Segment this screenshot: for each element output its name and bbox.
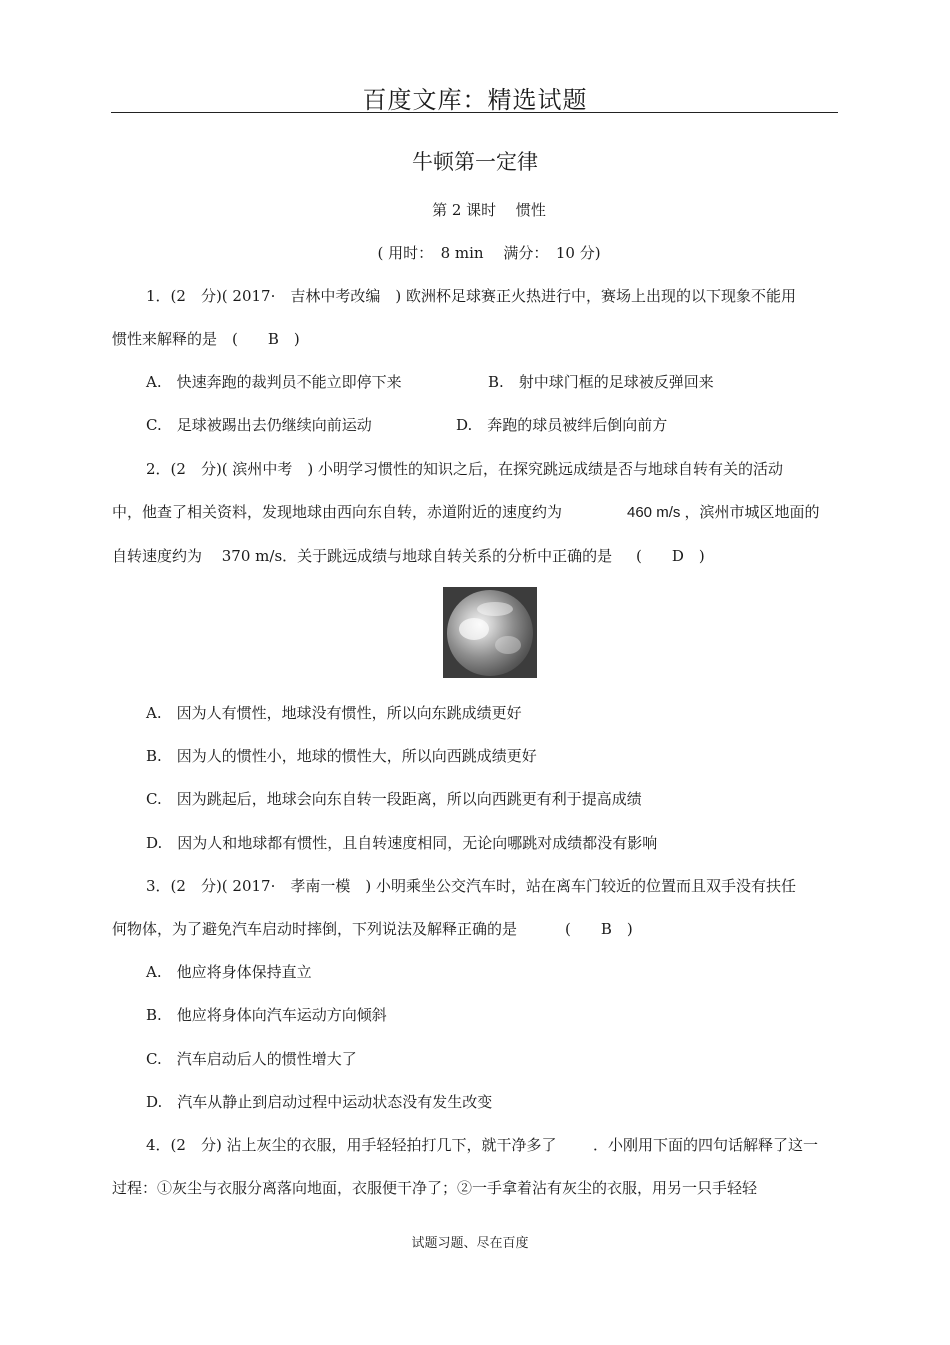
q3-option-b: B. 他应将身体向汽车运动方向倾斜 (146, 1006, 387, 1024)
q3-option-c: C. 汽车启动后人的惯性增大了 (146, 1050, 357, 1068)
q1-option-c: C. 足球被踢出去仍继续向前运动 (146, 416, 372, 434)
earth-photo (443, 587, 537, 678)
q4-stem-line1: 4．(2 分) 沾上灰尘的衣服，用手轻轻拍打几下，就干净多了 (146, 1136, 557, 1154)
header-divider (111, 112, 838, 113)
q3-option-a: A. 他应将身体保持直立 (146, 963, 312, 981)
q3-answer: ( B ) (565, 920, 633, 938)
q1-stem-line1: 1．(2 分)( 2017· 吉林中考改编 ) 欧洲杯足球赛正火热进行中，赛场上出现的以下现象不能用 (146, 287, 796, 305)
q2-stem-line1: 2．(2 分)( 滨州中考 ) 小明学习惯性的知识之后，在探究跳远成绩是否与地球自转有关的活动 (146, 460, 784, 478)
q3-stem-line2: 何物体，为了避免汽车启动时摔倒，下列说法及解释正确的是 (112, 920, 518, 938)
q1-option-d: D. 奔跑的球员被绊后倒向前方 (456, 416, 668, 434)
q2-option-d: D. 因为人和地球都有惯性，且自转速度相同，无论向哪跳对成绩都没有影响 (146, 834, 658, 852)
header-title: 百度文库：精选试题 (362, 86, 588, 114)
q3-option-d: D. 汽车从静止到启动过程中运动状态没有发生改变 (146, 1093, 493, 1111)
q4-stem-line2: 过程：①灰尘与衣服分离落向地面，衣服便干净了；②一手拿着沾有灰尘的衣服，用另一只手轻轻 (112, 1179, 758, 1197)
page-footer: 试题习题、尽在百度 (411, 1236, 529, 1251)
q1-option-b: B. 射中球门框的足球被反弹回来 (488, 373, 714, 391)
q4-stem-line1-cont: ．小刚用下面的四句话解释了这一 (593, 1136, 819, 1154)
q2-answer: ( D ) (636, 547, 705, 565)
q2-option-b: B. 因为人的惯性小，地球的惯性大，所以向西跳成绩更好 (146, 747, 537, 765)
q2-stem-line3: 自转速度约为 370 m/s．关于跳远成绩与地球自转关系的分析中正确的是 (112, 547, 613, 565)
q2-stem-line2: 中，他查了相关资料，发现地球由西向东自转，赤道附近的速度约为 (112, 503, 563, 521)
time-score-info: ( 用时： 8 min 满分： 10 分) (377, 244, 601, 262)
q1-stem-line2: 惯性来解释的是 ( B ) (112, 330, 300, 348)
q2-option-a: A. 因为人有惯性，地球没有惯性，所以向东跳成绩更好 (146, 704, 522, 722)
document-subtitle: 第 2 课时 惯性 (432, 201, 546, 219)
q1-option-a: A. 快速奔跑的裁判员不能立即停下来 (146, 373, 402, 391)
q3-stem-line1: 3．(2 分)( 2017· 孝南一模 ) 小明乘坐公交汽车时，站在离车门较近的位置而且双手没有扶任 (146, 877, 796, 895)
q2-stem-line2-speed: 460 m/s ，滨州市城区地面的 (627, 504, 820, 521)
earth-icon (447, 590, 533, 676)
q2-option-c: C. 因为跳起后，地球会向东自转一段距离，所以向西跳更有利于提高成绩 (146, 790, 642, 808)
document-title: 牛顿第一定律 (412, 150, 538, 174)
